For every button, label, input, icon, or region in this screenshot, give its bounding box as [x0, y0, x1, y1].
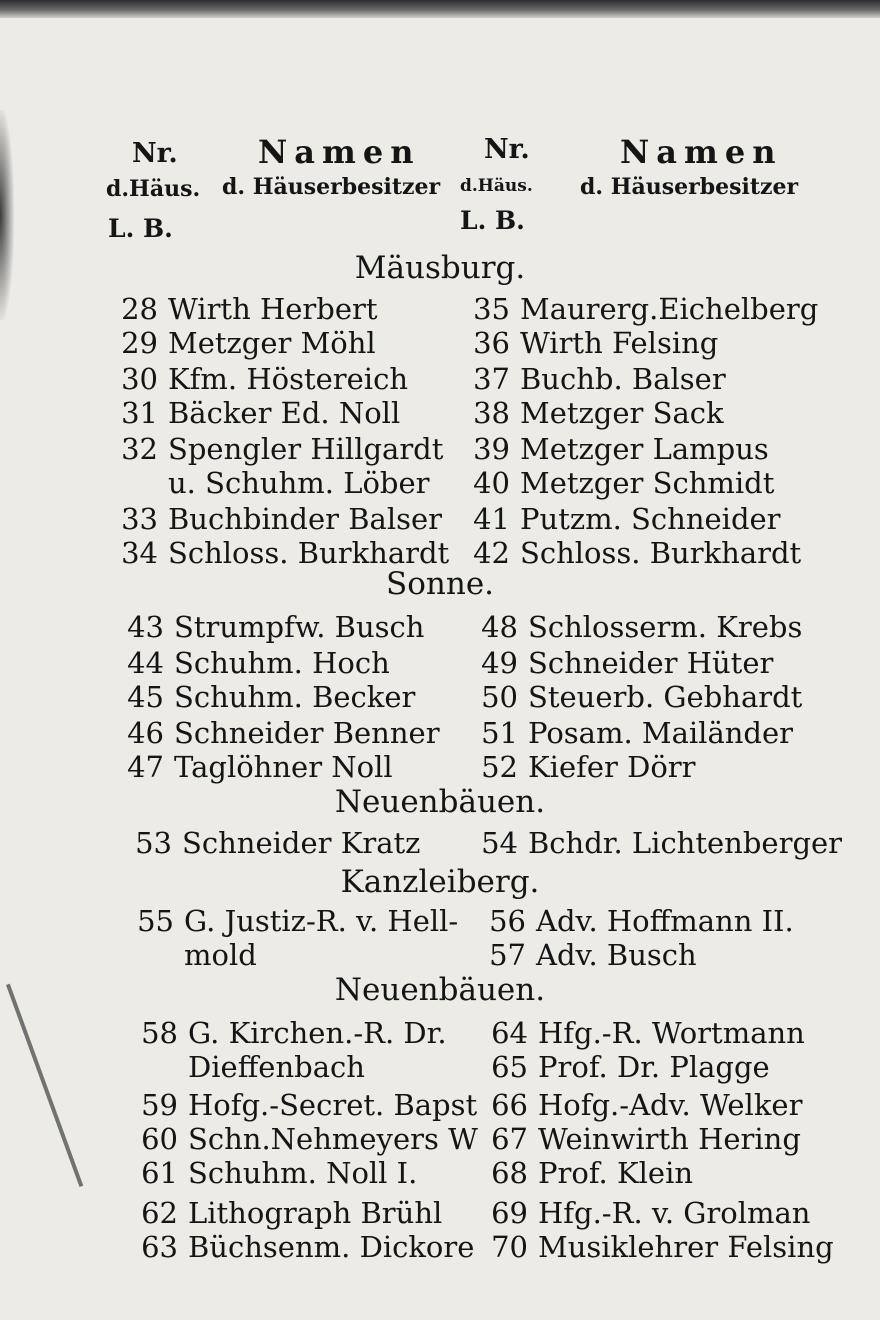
- entry-row-right: [488, 1016, 805, 1050]
- entry-row-left: [118, 502, 442, 536]
- entry-row-right: [478, 610, 802, 644]
- entry-row-right: [470, 292, 818, 326]
- owner-name: Buchb. Balser: [520, 362, 726, 396]
- owner-name: Schloss. Burkhardt: [168, 536, 450, 570]
- owner-name: Schuhm. Becker: [174, 680, 416, 714]
- owner-name: Steuerb. Gebhardt: [528, 680, 803, 714]
- owner-name: Schn.Nehmeyers W: [188, 1122, 478, 1156]
- entry-row-left: [124, 716, 440, 750]
- owner-name: Hofg.-Secret. Bapst: [188, 1088, 478, 1122]
- owner-name: G. Justiz-R. v. Hell-: [184, 904, 459, 938]
- owner-name: Spengler Hillgardt: [168, 432, 444, 466]
- header-besitzer-right: d. Häuserbesitzer: [580, 174, 799, 200]
- house-number: 34: [121, 536, 158, 570]
- house-number: 64: [491, 1016, 528, 1050]
- entry-row-left: [118, 466, 430, 500]
- owner-name: Prof. Klein: [538, 1156, 694, 1190]
- house-number: 66: [491, 1088, 528, 1122]
- house-number: 70: [491, 1230, 528, 1264]
- house-number: 57: [489, 938, 526, 972]
- owner-name: Posam. Mailänder: [528, 716, 793, 750]
- entry-row-left: [138, 1122, 478, 1156]
- owner-name: Kiefer Dörr: [528, 750, 696, 784]
- entry-row-right: [488, 1196, 810, 1230]
- section-title: Mäusburg.: [354, 250, 526, 286]
- house-number: 35: [473, 292, 510, 326]
- house-number: 50: [481, 680, 518, 714]
- entry-row-right: [488, 1230, 834, 1264]
- header-lb-left: L. B.: [108, 214, 173, 243]
- entry-row-right: [478, 680, 802, 714]
- house-number: 45: [127, 680, 164, 714]
- owner-name: Wirth Felsing: [520, 326, 719, 360]
- house-number: 40: [473, 466, 510, 500]
- house-number: 67: [491, 1122, 528, 1156]
- house-number: 41: [473, 502, 510, 536]
- owner-name: Adv. Hoffmann II.: [536, 904, 794, 938]
- entry-row-right: [470, 432, 769, 466]
- owner-name: Metzger Sack: [520, 396, 724, 430]
- entry-row-left: [138, 1050, 365, 1084]
- owner-name: Lithograph Brühl: [188, 1196, 443, 1230]
- entry-row-left: [118, 536, 449, 570]
- house-number: 46: [127, 716, 164, 750]
- owner-name: Hfg.-R. Wortmann: [538, 1016, 805, 1050]
- entry-row-left: [134, 938, 257, 972]
- owner-name: Taglöhner Noll: [174, 750, 393, 784]
- entry-row-right: [488, 1122, 801, 1156]
- house-number: 56: [489, 904, 526, 938]
- header-besitzer-left: d. Häuserbesitzer: [222, 174, 441, 200]
- entry-row-right: [488, 1156, 693, 1190]
- house-number: 62: [141, 1196, 178, 1230]
- house-number: 55: [137, 904, 174, 938]
- house-number: 63: [141, 1230, 178, 1264]
- owner-name: mold: [184, 938, 257, 972]
- owner-name: Dieffenbach: [188, 1050, 365, 1084]
- house-number: 28: [121, 292, 158, 326]
- house-number: 43: [127, 610, 164, 644]
- entry-row-left: [118, 326, 376, 360]
- owner-name: Büchsenm. Dickore: [188, 1230, 475, 1264]
- entry-row-right: [488, 1050, 770, 1084]
- owner-name: Musiklehrer Felsing: [538, 1230, 834, 1264]
- header-namen-right: Namen: [620, 133, 783, 171]
- entry-row-right: [470, 326, 718, 360]
- entry-row-left: [118, 396, 400, 430]
- header-haus-right: d.Häus.: [460, 176, 533, 196]
- owner-name: Prof. Dr. Plagge: [538, 1050, 770, 1084]
- header-namen-left: Namen: [258, 133, 421, 171]
- house-number: 33: [121, 502, 158, 536]
- owner-name: Kfm. Höstereich: [168, 362, 409, 396]
- house-number: 65: [491, 1050, 528, 1084]
- house-number: 30: [121, 362, 158, 396]
- owner-name: Schuhm. Noll I.: [188, 1156, 418, 1190]
- owner-name: Metzger Schmidt: [520, 466, 775, 500]
- house-number: 69: [491, 1196, 528, 1230]
- owner-name: Schneider Benner: [174, 716, 440, 750]
- section-title: Kanzleiberg.: [340, 864, 540, 900]
- house-number: 60: [141, 1122, 178, 1156]
- house-number: 59: [141, 1088, 178, 1122]
- entry-row-right: [470, 502, 781, 536]
- owner-name: Bäcker Ed. Noll: [168, 396, 401, 430]
- house-number: 48: [481, 610, 518, 644]
- header-nr-left: Nr.: [132, 138, 178, 169]
- section-title: Sonne.: [385, 566, 495, 602]
- owner-name: Putzm. Schneider: [520, 502, 781, 536]
- section-title: Neuenbäuen.: [334, 972, 546, 1008]
- entry-row-left: [118, 292, 378, 326]
- house-number: 42: [473, 536, 510, 570]
- entry-row-left: [124, 750, 393, 784]
- entry-row-left: [134, 904, 458, 938]
- house-number: 53: [135, 826, 172, 860]
- owner-name: Hofg.-Adv. Welker: [538, 1088, 803, 1122]
- owner-name: Metzger Möhl: [168, 326, 376, 360]
- owner-name: Schneider Kratz: [182, 826, 421, 860]
- owner-name: Metzger Lampus: [520, 432, 769, 466]
- house-number: 54: [481, 826, 518, 860]
- house-number: 68: [491, 1156, 528, 1190]
- house-number: 31: [121, 396, 158, 430]
- owner-name: u. Schuhm. Löber: [168, 466, 430, 500]
- house-number: 36: [473, 326, 510, 360]
- house-number: 29: [121, 326, 158, 360]
- entry-row-left: [124, 646, 390, 680]
- house-number: 32: [121, 432, 158, 466]
- owner-name: Hfg.-R. v. Grolman: [538, 1196, 811, 1230]
- entry-row-left: [138, 1088, 477, 1122]
- entry-row-left: [132, 826, 420, 860]
- header-haus-left: d.Häus.: [106, 176, 201, 202]
- entry-row-left: [124, 680, 415, 714]
- owner-name: Maurerg.Eichelberg: [520, 292, 819, 326]
- owner-name: Schuhm. Hoch: [174, 646, 390, 680]
- owner-name: Buchbinder Balser: [168, 502, 443, 536]
- house-number: 52: [481, 750, 518, 784]
- owner-name: Schloss. Burkhardt: [520, 536, 802, 570]
- entry-row-left: [138, 1156, 417, 1190]
- owner-name: Bchdr. Lichtenberger: [528, 826, 843, 860]
- entry-row-left: [124, 610, 424, 644]
- owner-name: Schneider Hüter: [528, 646, 774, 680]
- entry-row-right: [478, 646, 773, 680]
- entry-row-right: [478, 716, 793, 750]
- section-title: Neuenbäuen.: [334, 784, 546, 820]
- entry-row-left: [118, 362, 408, 396]
- house-number: 61: [141, 1156, 178, 1190]
- house-number: 58: [141, 1016, 178, 1050]
- house-number: 44: [127, 646, 164, 680]
- owner-name: Adv. Busch: [536, 938, 697, 972]
- house-number: 38: [473, 396, 510, 430]
- house-number: 49: [481, 646, 518, 680]
- owner-name: Weinwirth Hering: [538, 1122, 801, 1156]
- entry-row-right: [488, 1088, 802, 1122]
- header-lb-right: L. B.: [460, 206, 525, 235]
- entry-row-left: [118, 432, 443, 466]
- entry-row-right: [470, 396, 724, 430]
- entry-row-right: [470, 466, 774, 500]
- house-number: 51: [481, 716, 518, 750]
- header-nr-right: Nr.: [484, 134, 530, 165]
- house-number: 39: [473, 432, 510, 466]
- entry-row-right: [478, 826, 842, 860]
- house-number: 47: [127, 750, 164, 784]
- entry-row-left: [138, 1016, 447, 1050]
- entry-row-right: [486, 904, 794, 938]
- owner-name: Wirth Herbert: [168, 292, 378, 326]
- owner-name: Schlosserm. Krebs: [528, 610, 803, 644]
- entry-row-right: [486, 938, 697, 972]
- owner-name: G. Kirchen.-R. Dr.: [188, 1016, 447, 1050]
- entry-row-right: [478, 750, 696, 784]
- house-number: 37: [473, 362, 510, 396]
- entry-row-right: [470, 536, 801, 570]
- entry-row-left: [138, 1230, 474, 1264]
- entry-row-right: [470, 362, 726, 396]
- owner-name: Strumpfw. Busch: [174, 610, 425, 644]
- entry-row-left: [138, 1196, 442, 1230]
